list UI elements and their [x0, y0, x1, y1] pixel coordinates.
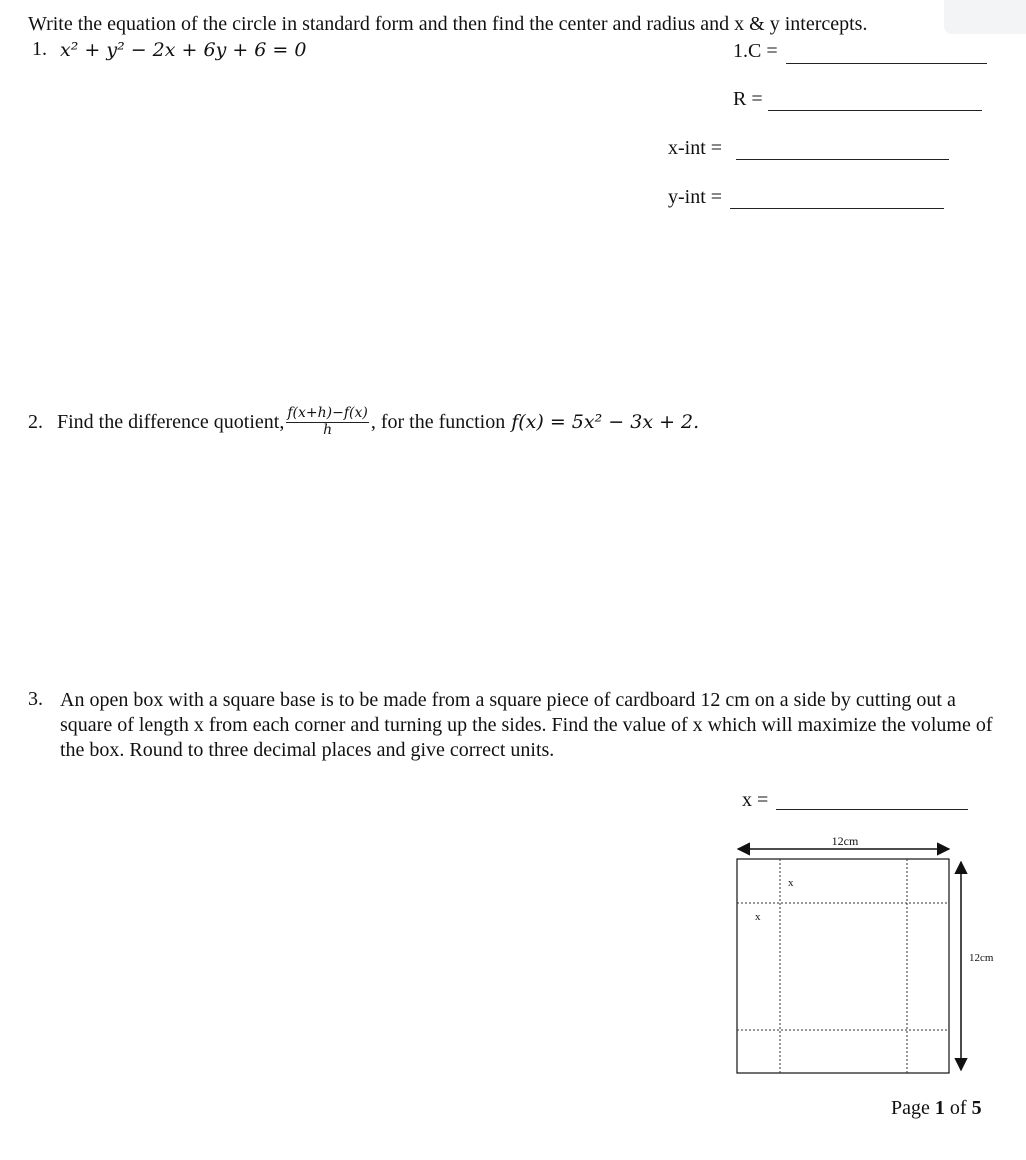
of-word: of: [949, 1097, 967, 1119]
q2-text-before: Find the difference quotient,: [57, 410, 285, 433]
cardboard-diagram: [726, 830, 1016, 1080]
fraction-denominator: h: [323, 422, 333, 438]
top-dimension-label: 12cm: [831, 834, 859, 848]
q2-text-after: , for the function: [370, 410, 506, 433]
cardboard-square: [737, 859, 949, 1073]
page-word: Page: [891, 1097, 930, 1119]
q2-number: 2.: [28, 410, 43, 433]
radius-label: R =: [733, 88, 763, 110]
x-answer-line[interactable]: [776, 808, 968, 810]
center-label: 1.C =: [733, 40, 778, 62]
cut-label-side: x: [755, 911, 761, 923]
side-dimension-label: 12cm: [969, 952, 994, 964]
instructions: Write the equation of the circle in standard form and then find the center and radius and x & y intercepts.: [28, 13, 868, 35]
q1-number: 1.: [32, 38, 47, 60]
fraction-numerator: f(x+h)−f(x): [287, 405, 368, 421]
q1-equation: x² + y² − 2x + 6y + 6 = 0: [60, 39, 307, 61]
yint-answer-line[interactable]: [730, 207, 944, 209]
xint-label: x-int =: [668, 137, 723, 159]
cut-label-top: x: [788, 877, 794, 889]
corner-overlay: [944, 0, 1026, 34]
page-current: 1: [934, 1097, 945, 1119]
x-answer-label: x =: [742, 789, 769, 811]
center-answer-line[interactable]: [786, 62, 987, 64]
q2-line: [28, 406, 699, 438]
q3-text: An open box with a square base is to be made from a square piece of cardboard 12 cm on a side by cutting out a square of length x from each corner and turning up the sides. Find the value of x which will maximize the volume of the box. Round to three decimal places and give correct units.: [60, 689, 993, 761]
xint-answer-line[interactable]: [736, 158, 949, 160]
q3-number: 3.: [28, 688, 43, 710]
page-footer: [891, 1097, 982, 1120]
q2-function: f(x) = 5x² − 3x + 2.: [511, 411, 700, 433]
yint-label: y-int =: [668, 186, 723, 208]
radius-answer-line[interactable]: [768, 109, 982, 111]
difference-quotient-fraction: [286, 406, 368, 438]
page-total: 5: [971, 1097, 982, 1119]
